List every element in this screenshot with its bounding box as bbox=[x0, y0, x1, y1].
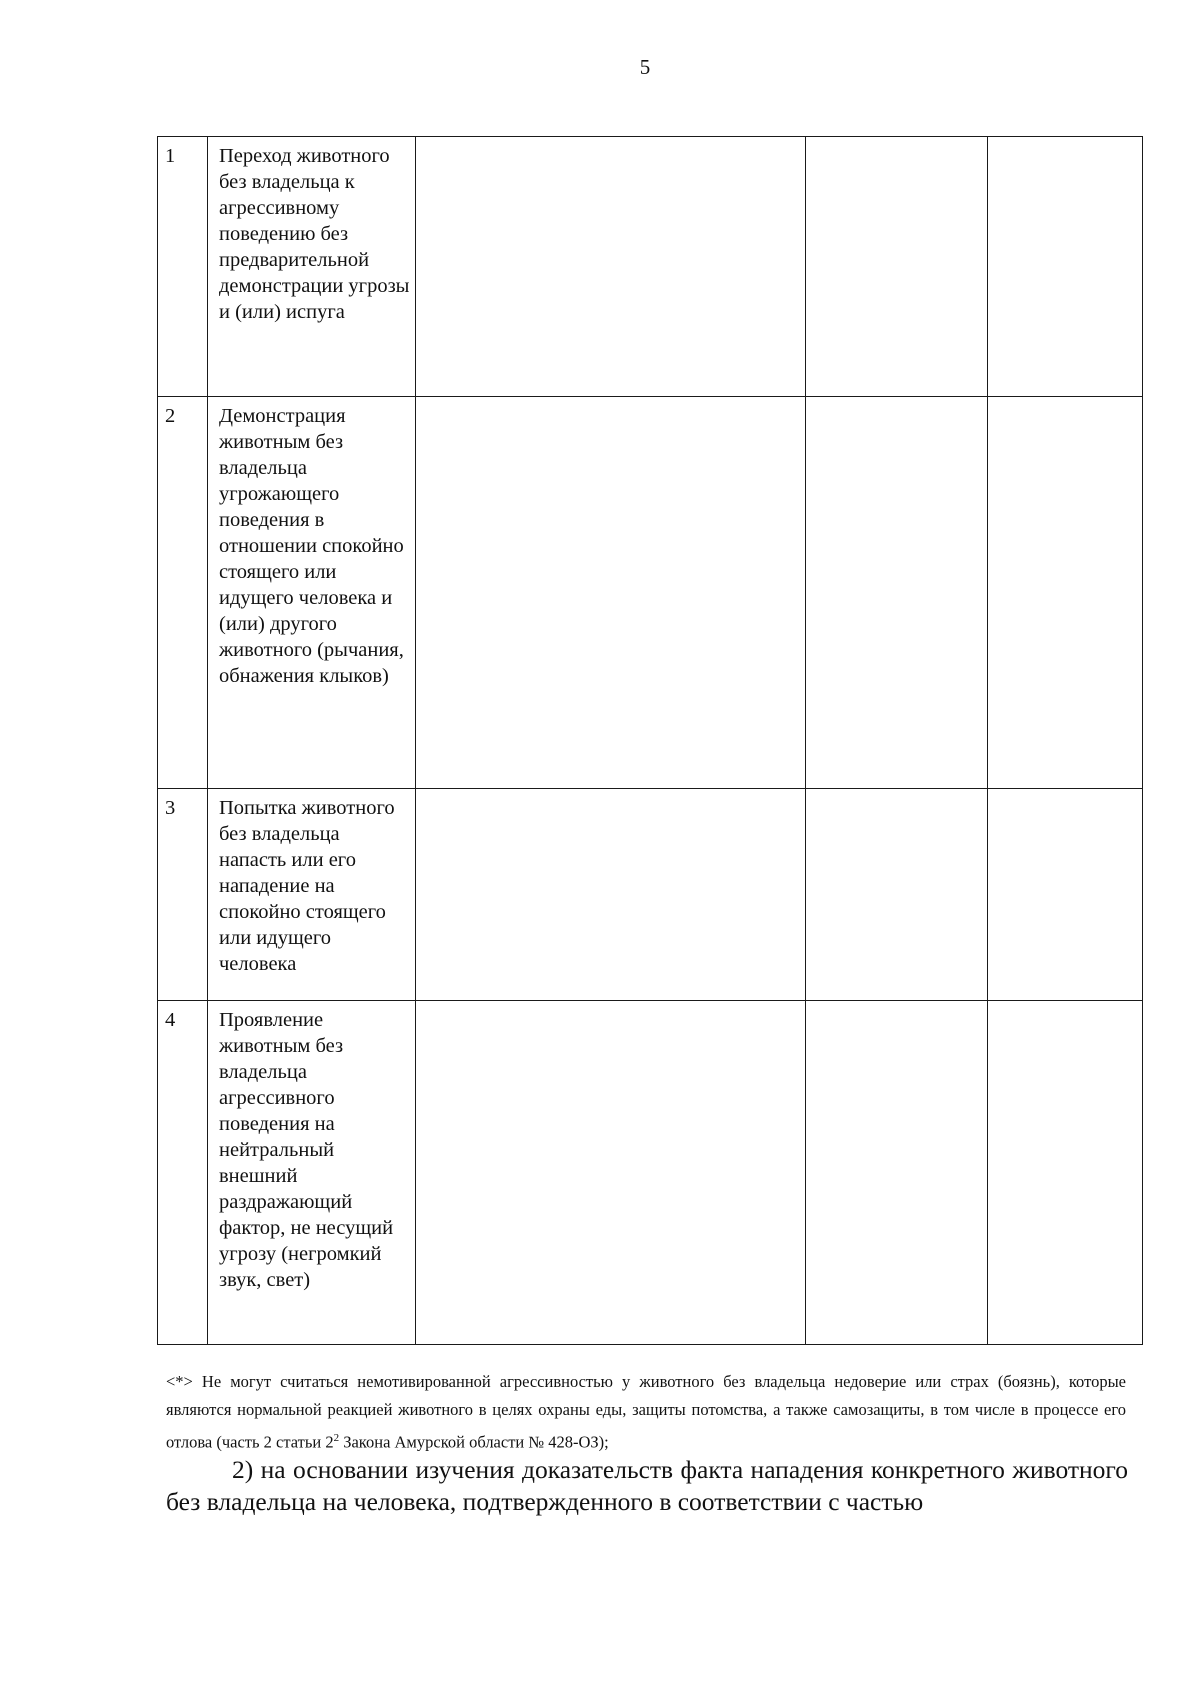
row-number-cell: 4 bbox=[158, 1001, 208, 1345]
footnote bbox=[166, 1368, 1126, 1457]
empty-cell bbox=[416, 1001, 806, 1345]
empty-cell bbox=[806, 397, 988, 789]
body-paragraph: 2) на основании изучения доказательств факта нападения конкретного животного без владельца на человека, подтвержденного в соответствии с частью bbox=[166, 1455, 1128, 1516]
table-row bbox=[158, 397, 1143, 789]
criterion-cell: Проявление животным без владельца агрессивного поведения на нейтральный внешний раздражающий фактор, не несущий угрозу (негромкий звук, свет) bbox=[208, 1001, 416, 1345]
criteria-table bbox=[157, 136, 1143, 1345]
empty-cell bbox=[988, 789, 1143, 1001]
empty-cell bbox=[416, 397, 806, 789]
empty-cell bbox=[416, 137, 806, 397]
empty-cell bbox=[806, 1001, 988, 1345]
empty-cell bbox=[988, 397, 1143, 789]
table-row bbox=[158, 1001, 1143, 1345]
table-row bbox=[158, 137, 1143, 397]
row-number-cell: 3 bbox=[158, 789, 208, 1001]
row-number-cell: 1 bbox=[158, 137, 208, 397]
criterion-cell: Попытка животного без владельца напасть или его нападение на спокойно стоящего или идущего человека bbox=[208, 789, 416, 1001]
footnote-text: <*> Не могут считаться немотивированной агрессивностью у животного без владельца недоверие или страх (боязнь), которые являются нормальной реакцией животного в целях охраны еды, защиты потомства, а также самозащиты, в том числе в процессе его отлова (часть 2 статьи 2 bbox=[166, 1372, 1126, 1452]
page-number: 5 bbox=[639, 55, 651, 79]
empty-cell bbox=[806, 137, 988, 397]
empty-cell bbox=[806, 789, 988, 1001]
table-row bbox=[158, 789, 1143, 1001]
empty-cell bbox=[988, 137, 1143, 397]
footnote-text-end: Закона Амурской области № 428-ОЗ); bbox=[339, 1432, 609, 1452]
criterion-cell: Переход животного без владельца к агрессивному поведению без предварительной демонстрации угрозы и (или) испуга bbox=[208, 137, 416, 397]
criterion-cell: Демонстрация животным без владельца угрожающего поведения в отношении спокойно стоящего или идущего человека и (или) другого животного (рычания, обнажения клыков) bbox=[208, 397, 416, 789]
footnote-superscript: 2 bbox=[333, 1432, 340, 1444]
row-number-cell: 2 bbox=[158, 397, 208, 789]
empty-cell bbox=[988, 1001, 1143, 1345]
empty-cell bbox=[416, 789, 806, 1001]
